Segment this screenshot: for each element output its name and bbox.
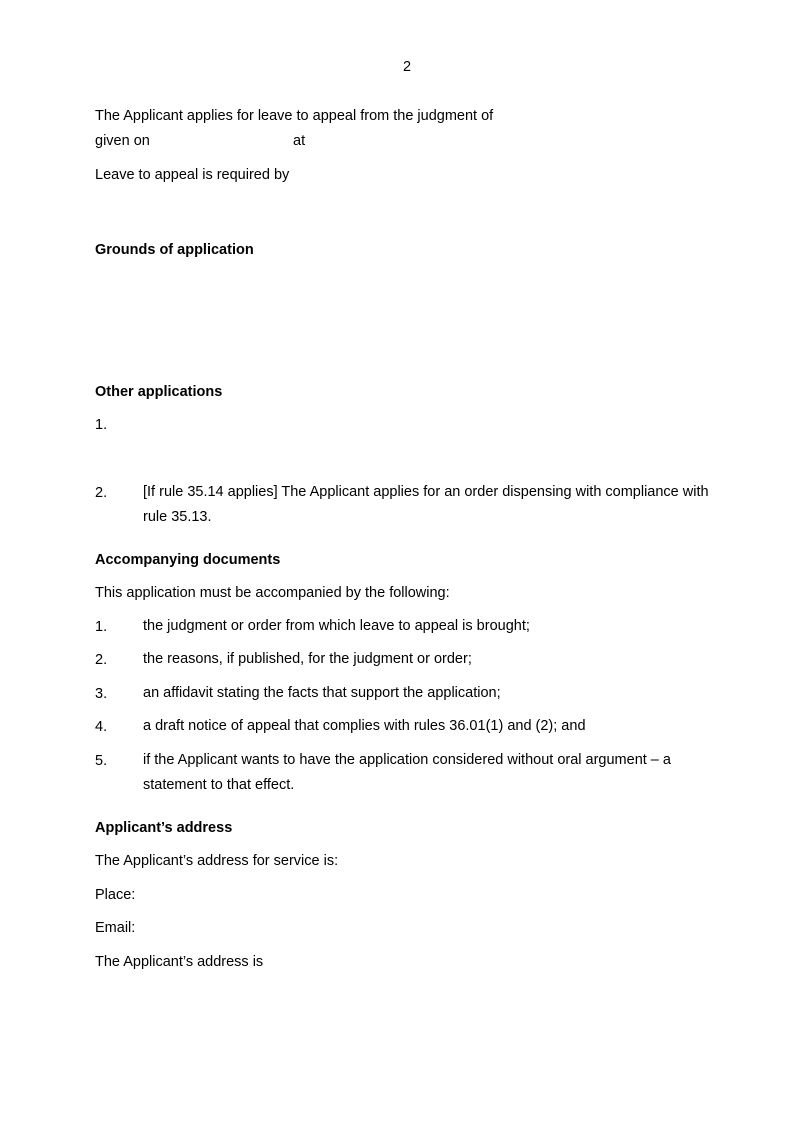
doc-item-text: the judgment or order from which leave to appeal is brought; [143,618,530,634]
given-on-label: given on [95,133,150,149]
page-number: 2 [403,59,412,75]
other-item-number: 1. [95,417,108,433]
applicant-address-heading: Applicant’s address [95,820,233,836]
doc-item-number: 2. [95,652,108,668]
other-applications-heading: Other applications [95,384,223,400]
accompanying-documents-heading: Accompanying documents [95,552,281,568]
doc-item-text: the reasons, if published, for the judgment or order; [143,651,472,667]
leave-required-line: Leave to appeal is required by [95,167,290,183]
doc-item-text: a draft notice of appeal that complies with rules 36.01(1) and (2); and [143,718,586,734]
email-label: Email: [95,920,136,936]
grounds-heading: Grounds of application [95,242,254,258]
other-item-text: [If rule 35.14 applies] The Applicant applies for an order dispensing with compliance with [143,484,709,500]
doc-item-text: if the Applicant wants to have the application considered without oral argument – a [143,752,671,768]
intro-line: The Applicant applies for leave to appeal from the judgment of [95,108,494,124]
accompanying-intro: This application must be accompanied by the following: [95,585,450,601]
applicant-address-line: The Applicant’s address is [95,954,264,970]
doc-item-text: an affidavit stating the facts that support the application; [143,685,501,701]
other-item-text-continued: rule 35.13. [143,509,212,525]
place-label: Place: [95,887,136,903]
address-for-service-line: The Applicant’s address for service is: [95,853,339,869]
doc-item-number: 1. [95,619,108,635]
other-item-number: 2. [95,485,108,501]
at-label: at [293,133,306,149]
doc-item-number: 5. [95,753,108,769]
doc-item-number: 4. [95,719,108,735]
doc-item-text-continued: statement to that effect. [143,777,295,793]
doc-item-number: 3. [95,686,108,702]
